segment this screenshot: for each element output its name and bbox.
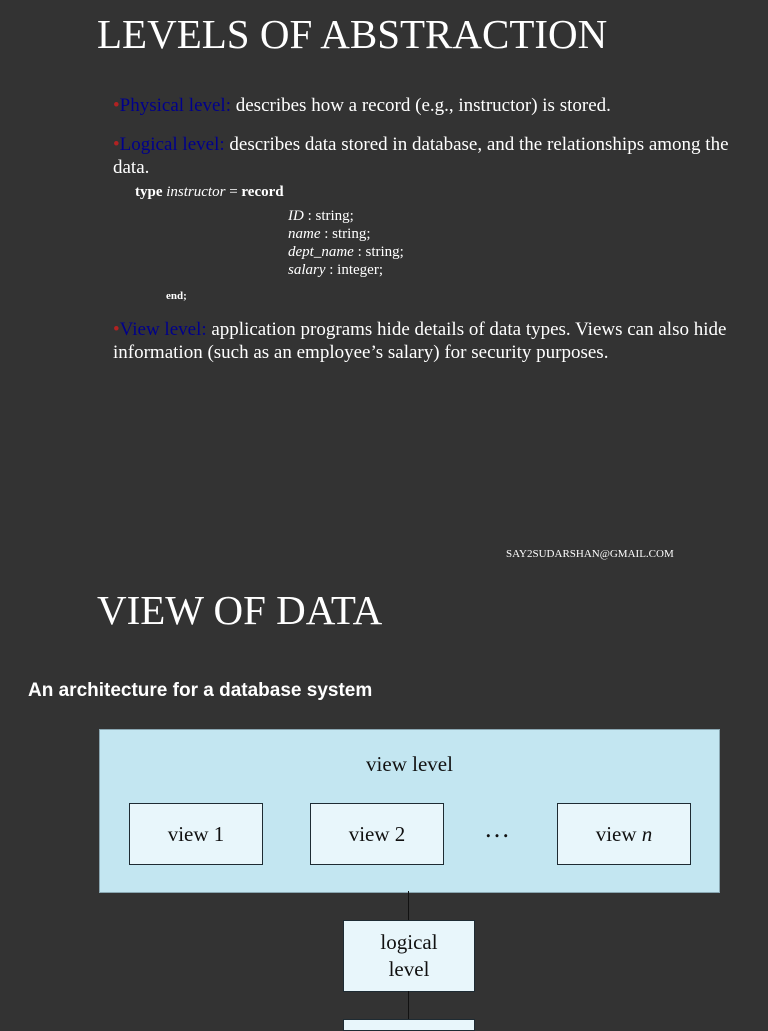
code-instructor: instructor xyxy=(166,184,226,200)
bullet-logical xyxy=(113,133,733,179)
field-name: dept_name xyxy=(288,244,354,260)
view-n-suffix: n xyxy=(641,821,653,846)
connector-line xyxy=(408,891,409,921)
field-name: name xyxy=(288,226,321,242)
logical-level-line-2: level xyxy=(388,957,430,981)
field-type: : string; xyxy=(353,244,404,260)
term-physical: Physical level: xyxy=(119,95,231,116)
connector-line-2 xyxy=(408,991,409,1021)
view-n-label: view xyxy=(595,821,637,846)
code-field xyxy=(288,243,404,261)
physical-level-box-partial xyxy=(343,1019,475,1031)
bullet-view xyxy=(113,318,765,364)
code-field xyxy=(288,225,404,243)
bullet-text-view: application programs hide details of data types. Views can also hide information (such as an employee’s salary) for security purposes. xyxy=(113,319,727,363)
term-view: View level: xyxy=(119,319,207,340)
code-record-keyword: record xyxy=(241,184,284,200)
bullet-dot: • xyxy=(113,134,120,155)
view-level-label: view level xyxy=(366,752,453,776)
code-end: end; xyxy=(166,290,187,302)
code-fields xyxy=(288,207,404,279)
view-1-box: view 1 xyxy=(129,803,263,865)
ellipsis: … xyxy=(484,814,512,843)
code-type-keyword: type xyxy=(135,184,163,200)
bullet-text-logical: describes data stored in database, and the relationships among the data. xyxy=(113,134,729,178)
field-type: : string; xyxy=(303,208,354,224)
slide-title-view-of-data: VIEW OF DATA xyxy=(97,587,383,633)
code-type-line xyxy=(135,183,284,201)
view-n-box xyxy=(557,803,691,865)
footer-email: SAY2SUDARSHAN@GMAIL.COM xyxy=(506,548,674,560)
field-type: : string; xyxy=(320,226,371,242)
slide-title-levels: LEVELS OF ABSTRACTION xyxy=(97,11,608,57)
term-logical: Logical level: xyxy=(119,134,225,155)
code-field xyxy=(288,207,404,225)
view-level-container xyxy=(99,729,720,893)
code-equals: = xyxy=(225,184,242,200)
view-2-box: view 2 xyxy=(310,803,444,865)
field-name: salary xyxy=(288,262,326,278)
bullet-text-physical: describes how a record (e.g., instructor) is stored. xyxy=(231,95,611,116)
bullet-dot: • xyxy=(113,95,120,116)
field-type: : integer; xyxy=(325,262,383,278)
logical-level-line-1: logical xyxy=(380,930,438,954)
logical-level-box xyxy=(343,920,475,992)
bullet-dot: • xyxy=(113,319,120,340)
diagram-subtitle: An architecture for a database system xyxy=(28,680,373,701)
field-name: ID xyxy=(288,208,304,224)
code-field xyxy=(288,261,404,279)
bullet-physical xyxy=(113,94,763,117)
